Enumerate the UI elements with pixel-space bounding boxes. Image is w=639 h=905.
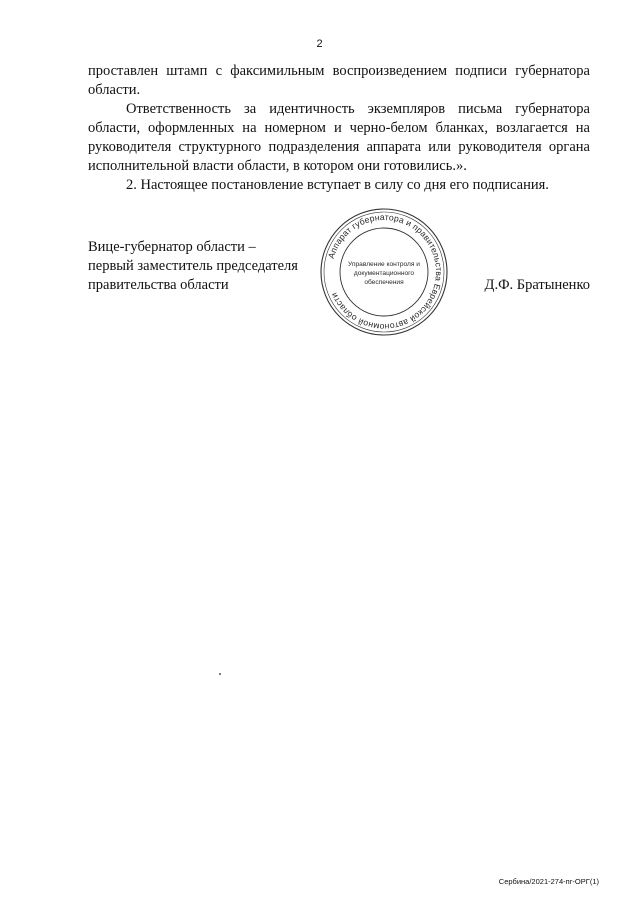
official-seal bbox=[318, 206, 450, 338]
seal-outer-text: Аппарат губернатора и правительства Еврейской автономной области bbox=[325, 211, 445, 333]
signer-position bbox=[88, 238, 298, 295]
document-body bbox=[88, 62, 590, 195]
seal-inner-line-2: документационного bbox=[353, 270, 415, 277]
seal-inner-line-1: Управление контроля и bbox=[348, 261, 420, 268]
signer-position-line-2: первый заместитель председателя bbox=[88, 258, 298, 274]
page-number: 2 bbox=[316, 38, 323, 50]
paragraph-effective-date: 2. Настоящее постановление вступает в силу со дня его подписания. bbox=[126, 177, 549, 193]
signer-name: Д.Ф. Братыненко bbox=[484, 277, 590, 293]
paragraph-responsibility: Ответственность за идентичность экземпляров письма губернатора области, оформленных на номерном и черно-белом бланках, возлагается на руководителя структурного подразделения аппарата или руководителя органа исполнительной власти области, в котором они готовились.». bbox=[88, 101, 590, 174]
signer-position-line-1: Вице-губернатор области – bbox=[88, 239, 256, 255]
paragraph-continuation: проставлен штамп с факсимильным воспроизведением подписи губернатора области. bbox=[88, 63, 590, 98]
signer-position-line-3: правительства области bbox=[88, 277, 229, 293]
document-registration-code: Сербина/2021-274-пг-ОРГ(1) bbox=[498, 877, 599, 886]
seal-inner-line-3: обеспечения bbox=[364, 279, 404, 286]
seal-stamp-graphic bbox=[318, 206, 450, 338]
scan-speck bbox=[219, 673, 221, 675]
